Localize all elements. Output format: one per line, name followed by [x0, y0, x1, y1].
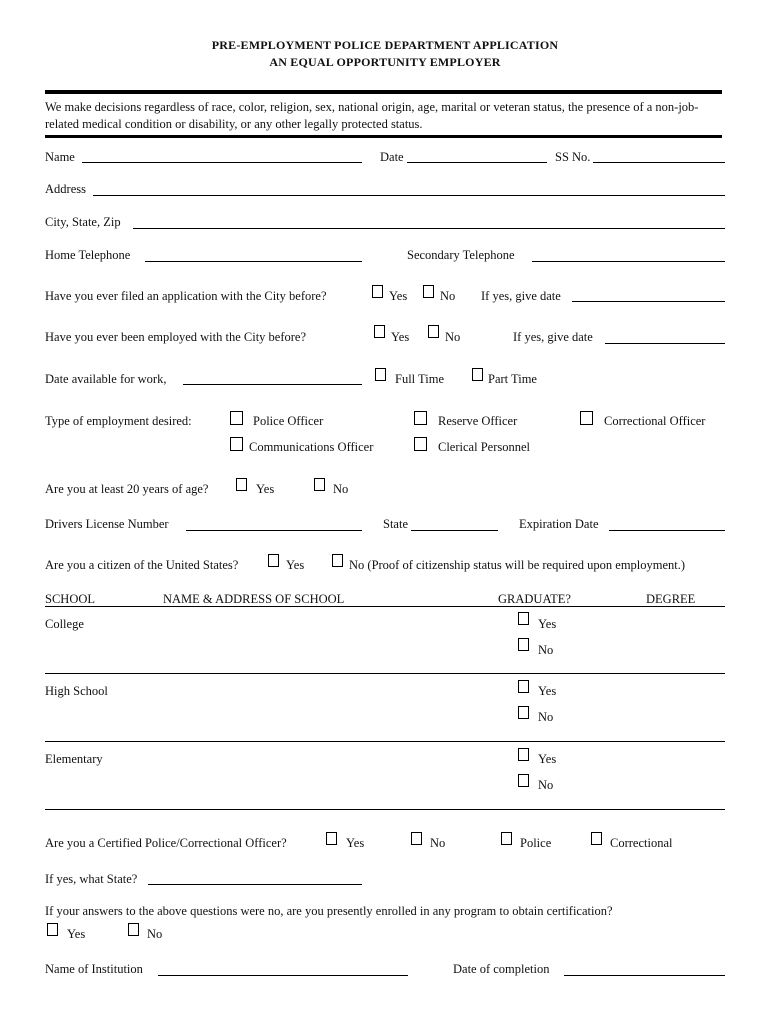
city-state-zip-field[interactable] [133, 228, 725, 229]
college-no-label: No [538, 643, 554, 657]
age-yes-label: Yes [256, 482, 275, 496]
high-school-no-checkbox[interactable] [518, 706, 529, 719]
high-school-row-rule [45, 741, 725, 742]
filed-before-yes-label: Yes [389, 289, 408, 303]
dl-state-label: State [383, 517, 408, 531]
college-yes-checkbox[interactable] [518, 612, 529, 625]
high-school-no-label: No [538, 710, 554, 724]
elementary-label: Elementary [45, 752, 103, 766]
enrolled-no-label: No [147, 927, 163, 941]
employed-before-question: Have you ever been employed with the City before? [45, 330, 307, 344]
communications-officer-checkbox[interactable] [230, 437, 243, 451]
police-officer-checkbox[interactable] [230, 411, 243, 425]
cert-state-field[interactable] [148, 884, 362, 885]
communications-officer-label: Communications Officer [249, 440, 374, 454]
filed-before-yes-checkbox[interactable] [372, 285, 383, 298]
age-question: Are you at least 20 years of age? [45, 482, 209, 496]
employed-before-date-label: If yes, give date [513, 330, 593, 344]
age-yes-checkbox[interactable] [236, 478, 247, 491]
filed-before-no-checkbox[interactable] [423, 285, 434, 298]
full-time-label: Full Time [395, 372, 444, 386]
date-label: Date [380, 150, 404, 164]
age-no-label: No [333, 482, 349, 496]
statement-rule [45, 135, 722, 138]
form-subtitle: AN EQUAL OPPORTUNITY EMPLOYER [269, 55, 501, 69]
drivers-license-label: Drivers License Number [45, 517, 169, 531]
elementary-no-checkbox[interactable] [518, 774, 529, 787]
completion-date-field[interactable] [564, 975, 725, 976]
elementary-yes-checkbox[interactable] [518, 748, 529, 761]
filed-before-date-label: If yes, give date [481, 289, 561, 303]
drivers-license-field[interactable] [186, 530, 362, 531]
clerical-personnel-checkbox[interactable] [414, 437, 427, 451]
citizen-yes-label: Yes [286, 558, 305, 572]
citizen-question: Are you a citizen of the United States? [45, 558, 239, 572]
degree-header: DEGREE [646, 592, 696, 606]
citizen-no-label: No (Proof of citizenship status will be required upon employment.) [349, 558, 686, 572]
address-label: Address [45, 182, 86, 196]
ssn-field[interactable] [593, 162, 725, 163]
graduate-header: GRADUATE? [498, 592, 571, 606]
date-available-label: Date available for work, [45, 372, 167, 386]
police-officer-label: Police Officer [253, 414, 324, 428]
cert-state-label: If yes, what State? [45, 872, 138, 886]
home-phone-field[interactable] [145, 261, 362, 262]
education-header-rule [45, 606, 725, 607]
expiration-date-label: Expiration Date [519, 517, 599, 531]
high-school-yes-label: Yes [538, 684, 557, 698]
certified-yes-checkbox[interactable] [326, 832, 337, 845]
correctional-officer-checkbox[interactable] [580, 411, 593, 425]
certified-yes-label: Yes [346, 836, 365, 850]
reserve-officer-checkbox[interactable] [414, 411, 427, 425]
employment-type-label: Type of employment desired: [45, 414, 192, 428]
elementary-row-rule [45, 809, 725, 810]
filed-before-date-field[interactable] [572, 301, 725, 302]
city-state-zip-label: City, State, Zip [45, 215, 121, 229]
certified-correctional-checkbox[interactable] [591, 832, 602, 845]
institution-field[interactable] [158, 975, 408, 976]
elementary-yes-label: Yes [538, 752, 557, 766]
certified-no-checkbox[interactable] [411, 832, 422, 845]
enrolled-yes-checkbox[interactable] [47, 923, 58, 936]
citizen-yes-checkbox[interactable] [268, 554, 279, 567]
certified-question: Are you a Certified Police/Correctional Officer? [45, 836, 287, 850]
employed-before-no-label: No [445, 330, 461, 344]
college-label: College [45, 617, 84, 631]
part-time-checkbox[interactable] [472, 368, 483, 381]
college-yes-label: Yes [538, 617, 557, 631]
home-phone-label: Home Telephone [45, 248, 131, 262]
form-title: PRE-EMPLOYMENT POLICE DEPARTMENT APPLICATION [211, 38, 559, 52]
completion-date-label: Date of completion [453, 962, 550, 976]
filed-before-no-label: No [440, 289, 456, 303]
certified-correctional-label: Correctional [610, 836, 673, 850]
enrolled-no-checkbox[interactable] [128, 923, 139, 936]
employed-before-no-checkbox[interactable] [428, 325, 439, 338]
expiration-date-field[interactable] [609, 530, 725, 531]
filed-before-question: Have you ever filed an application with the City before? [45, 289, 327, 303]
employed-before-yes-checkbox[interactable] [374, 325, 385, 338]
top-rule [45, 90, 722, 94]
correctional-officer-label: Correctional Officer [604, 414, 706, 428]
part-time-label: Part Time [488, 372, 537, 386]
high-school-yes-checkbox[interactable] [518, 680, 529, 693]
dl-state-field[interactable] [411, 530, 498, 531]
citizen-no-checkbox[interactable] [332, 554, 343, 567]
full-time-checkbox[interactable] [375, 368, 386, 381]
college-row-rule [45, 673, 725, 674]
high-school-label: High School [45, 684, 108, 698]
elementary-no-label: No [538, 778, 554, 792]
enrolled-yes-label: Yes [67, 927, 86, 941]
date-available-field[interactable] [183, 384, 362, 385]
address-field[interactable] [93, 195, 725, 196]
employed-before-yes-label: Yes [391, 330, 410, 344]
ssn-label: SS No. [555, 150, 591, 164]
clerical-personnel-label: Clerical Personnel [438, 440, 530, 454]
enrolled-question: If your answers to the above questions were no, are you presently enrolled in any program to obtain certification? [45, 904, 613, 918]
employed-before-date-field[interactable] [605, 343, 725, 344]
secondary-phone-field[interactable] [532, 261, 725, 262]
college-no-checkbox[interactable] [518, 638, 529, 651]
institution-label: Name of Institution [45, 962, 143, 976]
name-address-header: NAME & ADDRESS OF SCHOOL [163, 592, 345, 606]
certified-police-label: Police [520, 836, 552, 850]
date-field[interactable] [407, 162, 547, 163]
certified-no-label: No [430, 836, 446, 850]
certified-police-checkbox[interactable] [501, 832, 512, 845]
eeo-statement: We make decisions regardless of race, color, religion, sex, national origin, age, marital or veteran status, the presence of a non-job-related medical condition or disability, or any other legally protected status. [45, 100, 699, 131]
school-header: SCHOOL [45, 592, 96, 606]
reserve-officer-label: Reserve Officer [438, 414, 518, 428]
age-no-checkbox[interactable] [314, 478, 325, 491]
name-field[interactable] [82, 162, 362, 163]
name-label: Name [45, 150, 75, 164]
secondary-phone-label: Secondary Telephone [407, 248, 515, 262]
